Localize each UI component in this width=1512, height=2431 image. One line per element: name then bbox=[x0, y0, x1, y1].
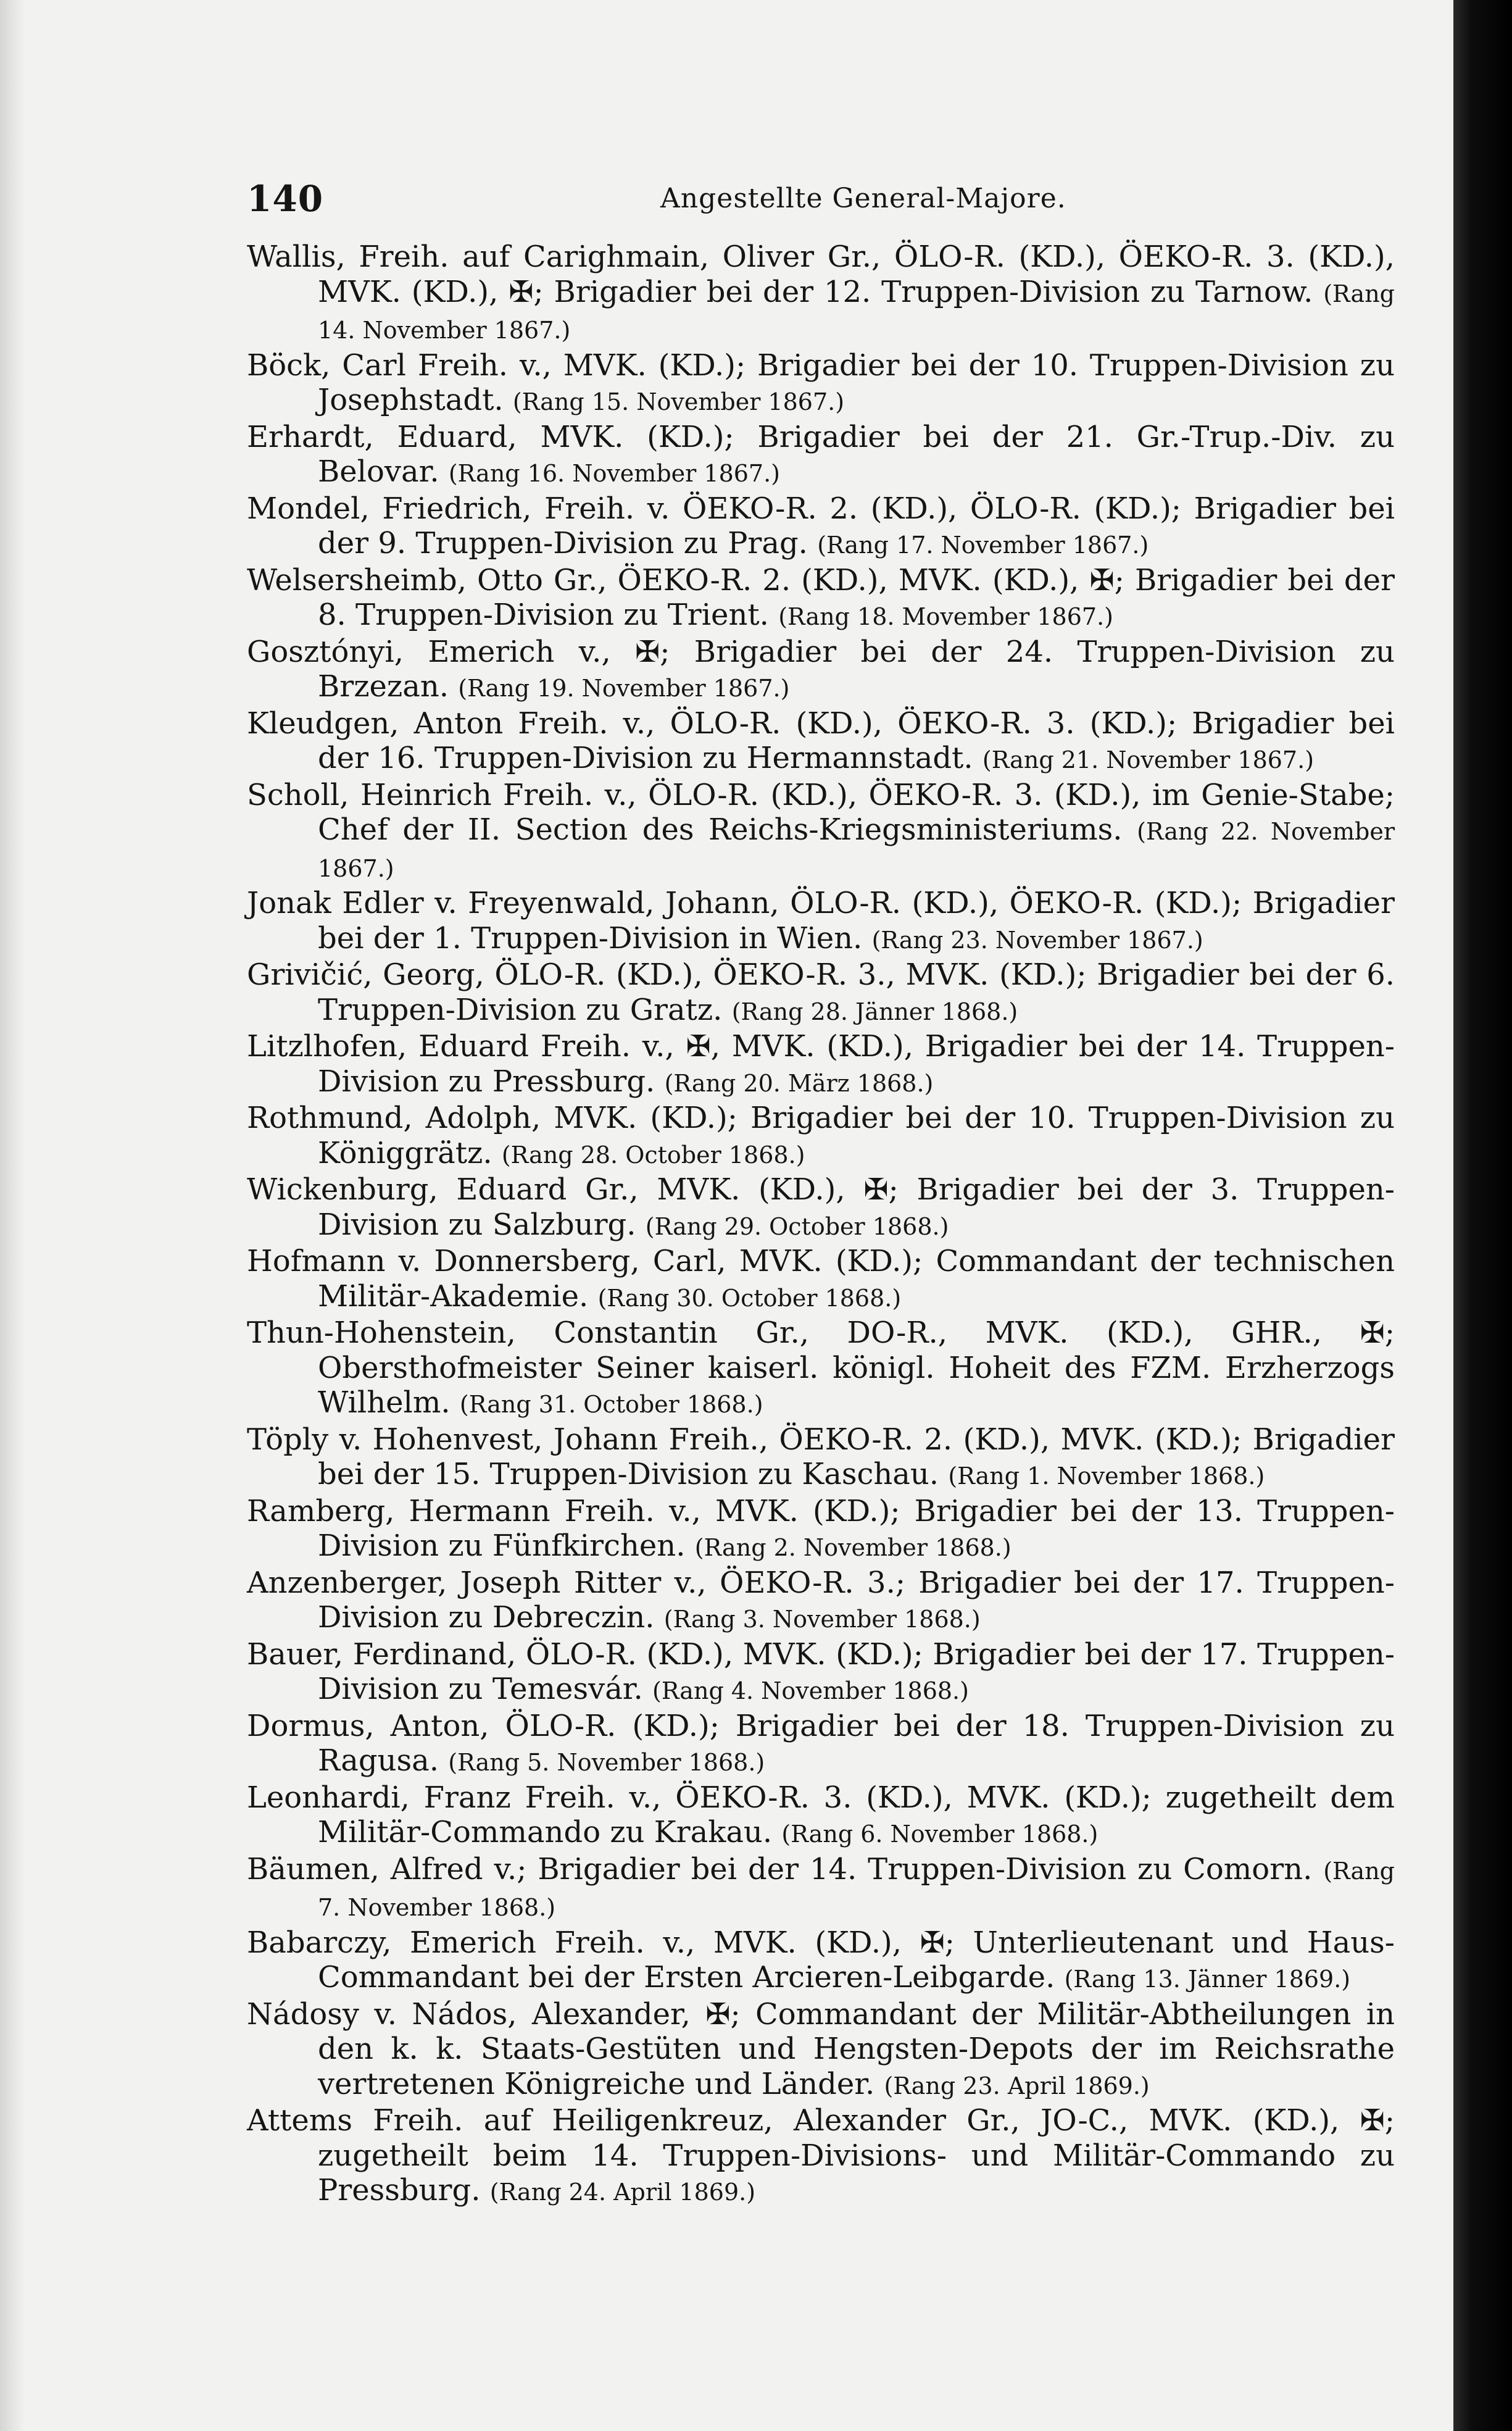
officer-list bbox=[247, 240, 1395, 2210]
scan-border bbox=[1453, 0, 1512, 2431]
rank-date: (Rang 6. November 1868.) bbox=[781, 1820, 1099, 1848]
entry-text: Böck, Carl Freih. v., MVK. (KD.); Brigadier bei der 10. Truppen-Division zu Josephstadt. bbox=[247, 348, 1395, 417]
list-item bbox=[247, 1997, 1395, 2104]
running-title: Angestellte General-Majore. bbox=[660, 183, 1066, 214]
rank-date: (Rang 15. November 1867.) bbox=[512, 388, 845, 415]
entry-text: Erhardt, Eduard, MVK. (KD.); Brigadier bei der 21. Gr.-Trup.-Div. zu Belovar. bbox=[247, 419, 1395, 489]
rank-date: (Rang 1. November 1868.) bbox=[948, 1462, 1265, 1490]
entry-text: Grivičić, Georg, ÖLO-R. (KD.), ÖEKO-R. 3., MVK. (KD.); Brigadier bei der 6. Truppen-Division zu Gratz. bbox=[247, 957, 1395, 1027]
list-item bbox=[247, 348, 1395, 420]
entry-text: Wallis, Freih. auf Carighmain, Oliver Gr., ÖLO-R. (KD.), ÖEKO-R. 3. (KD.), MVK. (KD.), ✠; Brigadier bei der 12. Truppen-Division zu Tarnow. bbox=[247, 240, 1395, 309]
list-item bbox=[247, 1316, 1395, 1422]
entry-text: Nádosy v. Nádos, Alexander, ✠; Commandant der Militär-Abtheilungen in den k. k. Staats-Gestüten und Hengsten-Depots der im Reichsrathe vertretenen Königreiche und Länder. bbox=[247, 1996, 1395, 2101]
list-item bbox=[247, 1494, 1395, 1566]
rank-date: (Rang 29. October 1868.) bbox=[645, 1212, 949, 1240]
rank-date: (Rang 3. November 1868.) bbox=[663, 1606, 981, 1633]
entry-text: Bäumen, Alfred v.; Brigadier bei der 14. Truppen-Division zu Comorn. bbox=[247, 1851, 1313, 1887]
list-item bbox=[247, 1637, 1395, 1709]
rank-date: (Rang 30. October 1868.) bbox=[597, 1284, 902, 1312]
entry-text: Ramberg, Hermann Freih. v., MVK. (KD.); Brigadier bei der 13. Truppen-Division zu Fünfkirchen. bbox=[247, 1493, 1395, 1563]
entry-text: Litzlhofen, Eduard Freih. v., ✠, MVK. (KD.), Brigadier bei der 14. Truppen-Division zu Pressburg. bbox=[247, 1029, 1395, 1099]
entry-text: Dormus, Anton, ÖLO-R. (KD.); Brigadier bei der 18. Truppen-Division zu Ragusa. bbox=[247, 1708, 1395, 1778]
entry-text: Kleudgen, Anton Freih. v., ÖLO-R. (KD.), ÖEKO-R. 3. (KD.); Brigadier bei der 16. Truppen-Division zu Hermannstadt. bbox=[247, 706, 1395, 775]
entry-text: Mondel, Friedrich, Freih. v. ÖEKO-R. 2. (KD.), ÖLO-R. (KD.); Brigadier bei der 9. Truppen-Division zu Prag. bbox=[247, 491, 1395, 561]
entry-text: Leonhardi, Franz Freih. v., ÖEKO-R. 3. (KD.), MVK. (KD.); zugetheilt dem Militär-Commando zu Krakau. bbox=[247, 1780, 1395, 1849]
rank-date: (Rang 14. November 1867.) bbox=[318, 280, 1395, 344]
entry-text: Thun-Hohenstein, Constantin Gr., DO-R., MVK. (KD.), GHR., ✠; Obersthofmeister Seiner kaiserl. königl. Hoheit des FZM. Erzherzogs Wilhelm. bbox=[247, 1316, 1395, 1420]
list-item bbox=[247, 1852, 1395, 1925]
list-item bbox=[247, 1709, 1395, 1780]
rank-date: (Rang 4. November 1868.) bbox=[652, 1677, 969, 1704]
entry-text: Attems Freih. auf Heiligenkreuz, Alexander Gr., JO-C., MVK. (KD.), ✠; zugetheilt beim 14. Truppen-Divisions- und Militär-Commando zu Pressburg. bbox=[247, 2103, 1395, 2208]
list-item bbox=[247, 2103, 1395, 2210]
rank-date: (Rang 28. October 1868.) bbox=[501, 1141, 805, 1169]
rank-date: (Rang 13. Jänner 1869.) bbox=[1064, 1966, 1351, 1993]
rank-date: (Rang 31. October 1868.) bbox=[459, 1391, 763, 1418]
rank-date: (Rang 16. November 1867.) bbox=[448, 460, 780, 487]
list-item bbox=[247, 957, 1395, 1029]
page-header bbox=[247, 178, 1407, 227]
rank-date: (Rang 5. November 1868.) bbox=[448, 1749, 765, 1776]
list-item bbox=[247, 1172, 1395, 1244]
list-item bbox=[247, 886, 1395, 957]
list-item bbox=[247, 1566, 1395, 1637]
rank-date: (Rang 20. März 1868.) bbox=[664, 1069, 934, 1097]
rank-date: (Rang 18. Movember 1867.) bbox=[778, 603, 1113, 630]
list-item bbox=[247, 635, 1395, 706]
list-item bbox=[247, 491, 1395, 563]
entry-text: Töply v. Hohenvest, Johann Freih., ÖEKO-R. 2. (KD.), MVK. (KD.); Brigadier bei der 15. Truppen-Division zu Kaschau. bbox=[247, 1422, 1395, 1491]
list-item bbox=[247, 1101, 1395, 1172]
entry-text: Bauer, Ferdinand, ÖLO-R. (KD.), MVK. (KD.); Brigadier bei der 17. Truppen-Division zu Temesvár. bbox=[247, 1637, 1395, 1706]
list-item bbox=[247, 1422, 1395, 1494]
page-edge-shadow bbox=[0, 0, 25, 2431]
rank-date: (Rang 23. April 1869.) bbox=[884, 2072, 1150, 2100]
rank-date: (Rang 22. November 1867.) bbox=[318, 818, 1395, 882]
rank-date: (Rang 24. April 1869.) bbox=[489, 2179, 756, 2206]
list-item bbox=[247, 1925, 1395, 1997]
list-item bbox=[247, 1780, 1395, 1852]
rank-date: (Rang 23. November 1867.) bbox=[871, 926, 1203, 954]
entry-text: Wickenburg, Eduard Gr., MVK. (KD.), ✠; Brigadier bei der 3. Truppen-Division zu Salzburg. bbox=[247, 1172, 1395, 1242]
rank-date: (Rang 2. November 1868.) bbox=[694, 1534, 1011, 1561]
entry-text: Hofmann v. Donnersberg, Carl, MVK. (KD.); Commandant der technischen Militär-Akademie. bbox=[247, 1244, 1395, 1314]
entry-text: Gosztónyi, Emerich v., ✠; Brigadier bei der 24. Truppen-Division zu Brzezan. bbox=[247, 634, 1395, 704]
rank-date: (Rang 7. November 1868.) bbox=[318, 1857, 1395, 1921]
rank-date: (Rang 21. November 1867.) bbox=[982, 746, 1315, 774]
rank-date: (Rang 28. Jänner 1868.) bbox=[731, 998, 1018, 1025]
list-item bbox=[247, 778, 1395, 886]
entry-text: Jonak Edler v. Freyenwald, Johann, ÖLO-R. (KD.), ÖEKO-R. (KD.); Brigadier bei der 1. Truppen-Division in Wien. bbox=[247, 886, 1395, 956]
entry-text: Anzenberger, Joseph Ritter v., ÖEKO-R. 3.; Brigadier bei der 17. Truppen-Division zu Debreczin. bbox=[247, 1565, 1395, 1635]
rank-date: (Rang 19. November 1867.) bbox=[458, 675, 790, 702]
entry-text: Welsersheimb, Otto Gr., ÖEKO-R. 2. (KD.), MVK. (KD.), ✠; Brigadier bei der 8. Truppen-Division zu Trient. bbox=[247, 562, 1395, 632]
list-item bbox=[247, 706, 1395, 778]
page-number: 140 bbox=[247, 178, 324, 220]
list-item bbox=[247, 240, 1395, 348]
list-item bbox=[247, 1244, 1395, 1316]
entry-text: Babarczy, Emerich Freih. v., MVK. (KD.), ✠; Unterlieutenant und Haus-Commandant bei der Ersten Arcieren-Leibgarde. bbox=[247, 1925, 1395, 1995]
list-item bbox=[247, 1029, 1395, 1101]
list-item bbox=[247, 420, 1395, 491]
entry-text: Rothmund, Adolph, MVK. (KD.); Brigadier bei der 10. Truppen-Division zu Königgrätz. bbox=[247, 1101, 1395, 1170]
entry-text: Scholl, Heinrich Freih. v., ÖLO-R. (KD.), ÖEKO-R. 3. (KD.), im Genie-Stabe; Chef der II. Section des Reichs-Kriegsministeriums. bbox=[247, 777, 1395, 847]
rank-date: (Rang 17. November 1867.) bbox=[817, 532, 1149, 559]
list-item bbox=[247, 563, 1395, 635]
